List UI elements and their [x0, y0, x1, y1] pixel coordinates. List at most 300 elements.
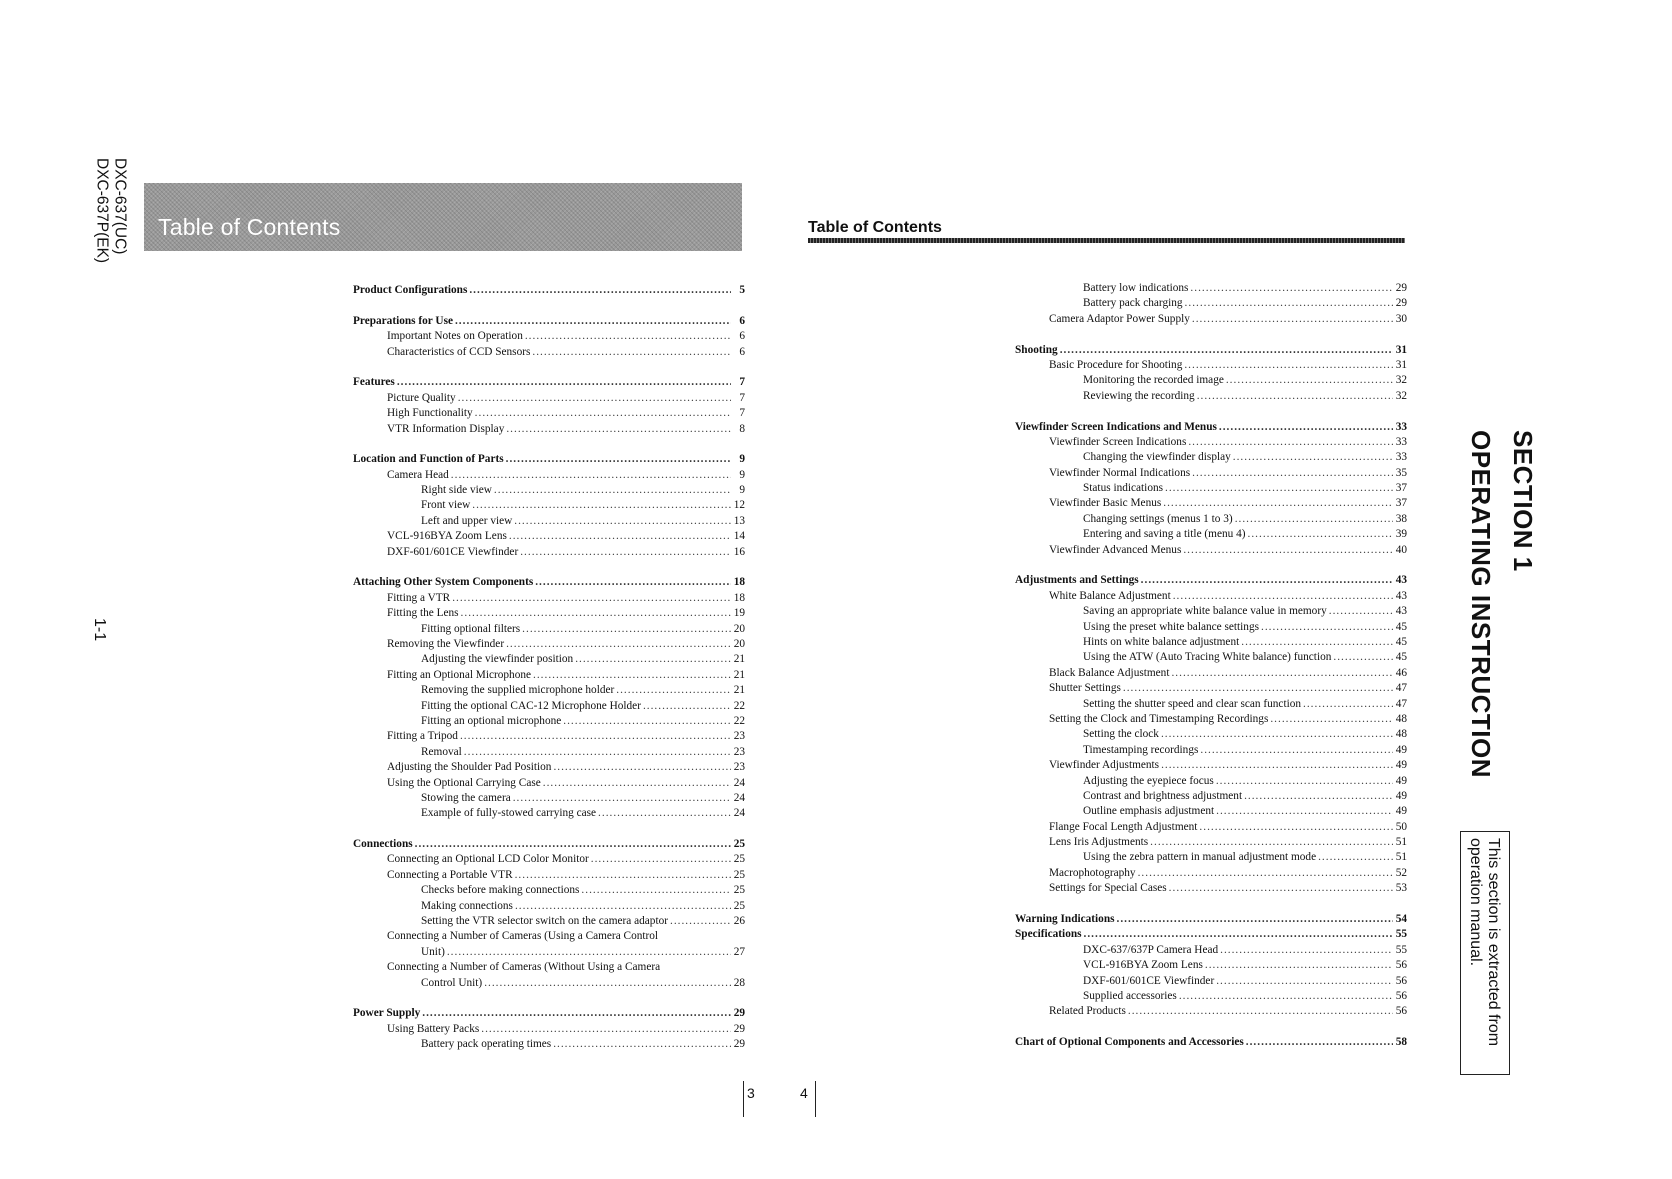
toc-entry-label: Setting the clock: [1083, 728, 1159, 741]
toc-entry[interactable]: [1015, 974, 1407, 989]
toc-leader-dots: [1216, 774, 1393, 789]
toc-entry[interactable]: [353, 729, 745, 744]
toc-entry-label: Example of fully-stowed carrying case: [421, 807, 597, 820]
toc-entry[interactable]: [353, 314, 745, 329]
toc-leader-dots: [1233, 450, 1393, 465]
toc-entry-label: Stowing the camera: [421, 791, 511, 804]
toc-entry[interactable]: [353, 622, 745, 637]
toc-entry[interactable]: [353, 699, 745, 714]
page-number-left: 3: [747, 1085, 755, 1101]
toc-entry-page: 26: [733, 915, 745, 928]
toc-entry[interactable]: [1015, 820, 1407, 835]
toc-entry-label: Chart of Optional Components and Accessories: [1015, 1036, 1244, 1049]
toc-entry[interactable]: [1015, 435, 1407, 450]
toc-entry-page: 43: [1395, 574, 1407, 587]
toc-entry[interactable]: [353, 591, 745, 606]
toc-entry[interactable]: [1015, 666, 1407, 681]
toc-entry[interactable]: [353, 714, 745, 729]
toc-entry-label: Fitting the Lens: [387, 607, 459, 620]
title-rule: [808, 238, 1405, 243]
toc-leader-dots: [447, 945, 731, 960]
toc-entry-label: Adjusting the viewfinder position: [421, 653, 574, 666]
toc-entry-label: Basic Procedure for Shooting: [1049, 358, 1183, 371]
model-name-uc: DXC-637(UC): [111, 158, 129, 255]
toc-leader-dots: [464, 745, 731, 760]
toc-entry[interactable]: [1015, 312, 1407, 327]
toc-entry[interactable]: [353, 498, 745, 513]
toc-leader-dots: [1192, 312, 1393, 327]
toc-entry-page: 51: [1395, 836, 1407, 849]
toc-entry-page: 56: [1395, 989, 1407, 1002]
toc-entry-label: Viewfinder Adjustments: [1049, 759, 1160, 772]
toc-entry[interactable]: [353, 345, 745, 360]
toc-entry-page: 25: [733, 884, 745, 897]
toc-entry-label: Setting the VTR selector switch on the camera adaptor: [421, 915, 668, 928]
toc-entry-page: 24: [733, 807, 745, 820]
extract-note: [1460, 831, 1510, 1075]
toc-leader-dots: [514, 514, 731, 529]
toc-entry-page: 37: [1395, 497, 1407, 510]
toc-entry-label: Attaching Other System Components: [353, 576, 534, 589]
toc-entry-page: 21: [733, 684, 745, 697]
toc-list-right: [1015, 281, 1407, 1051]
toc-leader-dots: [1235, 512, 1393, 527]
toc-leader-dots: [1248, 527, 1393, 542]
section-subheading: OPERATING INSTRUCTION: [1466, 430, 1496, 779]
toc-leader-dots: [1219, 420, 1393, 435]
toc-entry-label: Setting the shutter speed and clear scan function: [1083, 697, 1302, 710]
toc-entry-page: 13: [733, 514, 745, 527]
toc-entry[interactable]: [353, 668, 745, 683]
toc-entry[interactable]: [353, 899, 745, 914]
toc-entry[interactable]: [1015, 712, 1407, 727]
toc-entry-page: 27: [733, 945, 745, 958]
banner-title: Table of Contents: [158, 214, 341, 240]
toc-entry[interactable]: [1015, 697, 1407, 712]
toc-entry[interactable]: [353, 468, 745, 483]
toc-leader-dots: [1216, 804, 1393, 819]
toc-entry-label: Specifications: [1015, 928, 1082, 941]
toc-entry-page: 55: [1395, 928, 1407, 941]
extract-note-line2: operation manual.: [1467, 838, 1484, 967]
toc-leader-dots: [1084, 927, 1393, 942]
toc-entry-label: Camera Adaptor Power Supply: [1049, 312, 1190, 325]
toc-entry-page: 54: [1395, 913, 1407, 926]
toc-leader-dots: [1270, 712, 1393, 727]
toc-entry-page: 7: [739, 391, 745, 404]
toc-leader-dots: [1163, 496, 1393, 511]
toc-entry-label: Flange Focal Length Adjustment: [1049, 820, 1198, 833]
toc-entry-page: 45: [1395, 651, 1407, 664]
toc-leader-dots: [515, 899, 731, 914]
toc-leader-dots: [1161, 758, 1393, 773]
toc-entry-label: Viewfinder Advanced Menus: [1049, 543, 1182, 556]
toc-entry[interactable]: [1015, 496, 1407, 511]
toc-entry[interactable]: [1015, 881, 1407, 896]
toc-leader-dots: [581, 883, 731, 898]
toc-entry[interactable]: [1015, 789, 1407, 804]
toc-entry-label: Lens Iris Adjustments: [1049, 836, 1149, 849]
toc-entry[interactable]: [353, 1037, 745, 1052]
toc-entry[interactable]: [353, 1022, 745, 1037]
toc-entry-page: 50: [1395, 820, 1407, 833]
toc-entry-label: Entering and saving a title (menu 4): [1083, 528, 1246, 541]
toc-entry-label: DXC-637/637P Camera Head: [1083, 943, 1219, 956]
toc-entry[interactable]: [1015, 681, 1407, 696]
toc-entry-label: Removal: [421, 745, 462, 758]
toc-entry-label: Unit): [421, 945, 445, 958]
toc-entry[interactable]: [353, 868, 745, 883]
toc-entry-page: 51: [1395, 851, 1407, 864]
toc-entry[interactable]: [353, 960, 745, 975]
toc-entry-label: Fitting optional filters: [421, 622, 521, 635]
toc-leader-dots: [460, 729, 731, 744]
toc-entry-label: Making connections: [421, 899, 513, 912]
toc-entry-label: Macrophotography: [1049, 866, 1136, 879]
toc-entry-page: 48: [1395, 728, 1407, 741]
toc-entry[interactable]: [1015, 543, 1407, 558]
toc-entry-label: Adjusting the eyepiece focus: [1083, 774, 1214, 787]
toc-entry-page: 6: [739, 330, 745, 343]
toc-leader-dots: [494, 483, 731, 498]
toc-entry-page: 46: [1395, 666, 1407, 679]
toc-entry-page: 25: [733, 899, 745, 912]
toc-entry-label: Battery low indications: [1083, 282, 1189, 294]
toc-entry-label: Warning Indications: [1015, 913, 1115, 926]
toc-entry-label: Preparations for Use: [353, 314, 453, 327]
toc-leader-dots: [575, 652, 731, 667]
toc-entry-page: 9: [739, 484, 745, 497]
toc-entry-label: Changing the viewfinder display: [1083, 451, 1231, 464]
section-title: [1448, 430, 1558, 810]
toc-list-left: [353, 283, 745, 1053]
toc-entry-page: 48: [1395, 712, 1407, 725]
toc-entry-page: 29: [1395, 297, 1407, 310]
toc-entry[interactable]: [353, 745, 745, 760]
toc-entry-label: DXF-601/601CE Viewfinder: [387, 545, 519, 558]
toc-entry-page: 33: [1395, 451, 1407, 464]
toc-leader-dots: [1199, 820, 1393, 835]
toc-entry[interactable]: [1015, 512, 1407, 527]
toc-leader-dots: [1138, 866, 1393, 881]
toc-entry[interactable]: [353, 652, 745, 667]
toc-entry-page: 47: [1395, 697, 1407, 710]
toc-entry-label: Settings for Special Cases: [1049, 882, 1167, 895]
toc-entry[interactable]: [353, 760, 745, 775]
toc-entry[interactable]: [353, 606, 745, 621]
toc-entry-page: 14: [733, 530, 745, 543]
toc-entry-page: 32: [1395, 389, 1407, 402]
toc-entry-page: 58: [1395, 1036, 1407, 1049]
toc-entry-label: Fitting the optional CAC-12 Microphone Holder: [421, 699, 641, 712]
toc-leader-dots: [506, 637, 731, 652]
toc-entry[interactable]: [1015, 989, 1407, 1004]
toc-leader-dots: [506, 422, 731, 437]
page-number-right: 4: [800, 1085, 808, 1101]
toc-banner: [144, 183, 742, 251]
toc-leader-dots: [513, 791, 731, 806]
toc-entry-label: Status indications: [1083, 482, 1164, 495]
toc-entry[interactable]: [353, 283, 745, 298]
model-label: [82, 158, 142, 288]
toc-entry[interactable]: [1015, 943, 1407, 958]
toc-leader-dots: [1216, 974, 1393, 989]
toc-entry[interactable]: [1015, 481, 1407, 496]
toc-entry[interactable]: [353, 914, 745, 929]
toc-leader-dots: [481, 1022, 731, 1037]
toc-entry-page: 32: [1395, 374, 1407, 387]
toc-leader-dots: [458, 391, 731, 406]
toc-entry-page: 25: [733, 868, 745, 881]
toc-entry[interactable]: [1015, 650, 1407, 665]
toc-entry-label: Setting the Clock and Timestamping Recordings: [1049, 712, 1269, 725]
toc-entry[interactable]: [1015, 343, 1407, 358]
toc-entry-label: Supplied accessories: [1083, 989, 1177, 1002]
toc-entry[interactable]: [353, 945, 745, 960]
toc-entry[interactable]: [1015, 635, 1407, 650]
toc-leader-dots: [1123, 681, 1393, 696]
toc-entry[interactable]: [1015, 912, 1407, 927]
toc-leader-dots: [543, 776, 731, 791]
toc-entry[interactable]: [353, 452, 745, 467]
toc-entry[interactable]: [353, 637, 745, 652]
toc-entry-page: 33: [1395, 435, 1407, 448]
toc-entry-page: 31: [1395, 358, 1407, 371]
toc-entry-label: Location and Function of Parts: [353, 453, 504, 466]
toc-entry-page: 49: [1395, 789, 1407, 802]
toc-entry-page: 20: [733, 622, 745, 635]
toc-entry[interactable]: [1015, 1004, 1407, 1019]
toc-entry[interactable]: [353, 776, 745, 791]
toc-entry[interactable]: [353, 391, 745, 406]
toc-entry-page: 8: [739, 422, 745, 435]
toc-leader-dots: [415, 837, 731, 852]
toc-entry[interactable]: [1015, 373, 1407, 388]
toc-entry-page: 29: [733, 1038, 745, 1051]
toc-leader-dots: [1200, 743, 1393, 758]
toc-entry[interactable]: [1015, 774, 1407, 789]
toc-leader-dots: [484, 976, 731, 991]
toc-entry[interactable]: [1015, 850, 1407, 865]
toc-entry[interactable]: [353, 514, 745, 529]
toc-entry-label: Shutter Settings: [1049, 682, 1121, 695]
toc-entry-label: Fitting an optional microphone: [421, 714, 562, 727]
toc-entry[interactable]: [1015, 527, 1407, 542]
toc-entry-page: 29: [733, 1022, 745, 1035]
toc-entry[interactable]: [1015, 420, 1407, 435]
toc-leader-dots: [1329, 604, 1393, 619]
toc-entry-label: Characteristics of CCD Sensors: [387, 345, 531, 358]
toc-entry-page: 28: [733, 976, 745, 989]
toc-leader-dots: [1205, 958, 1393, 973]
toc-entry-label: Connecting a Number of Cameras (Without Using a Camera: [387, 961, 661, 974]
toc-leader-dots: [1169, 881, 1393, 896]
toc-entry-label: Connecting a Number of Cameras (Using a Camera Control: [387, 930, 659, 943]
toc-leader-dots: [1117, 912, 1393, 927]
toc-entry[interactable]: [1015, 620, 1407, 635]
toc-leader-dots: [1190, 281, 1393, 296]
toc-entry-label: Right side view: [421, 484, 492, 497]
toc-leader-dots: [422, 1006, 731, 1021]
toc-entry-label: Connecting a Portable VTR: [387, 868, 513, 881]
toc-entry[interactable]: [353, 806, 745, 821]
toc-entry-label: Using Battery Packs: [387, 1022, 480, 1035]
toc-entry-page: 7: [739, 407, 745, 420]
toc-entry-page: 49: [1395, 759, 1407, 772]
side-page-number: 1-1: [91, 618, 108, 642]
toc-leader-dots: [472, 498, 731, 513]
toc-entry[interactable]: [353, 575, 745, 590]
toc-entry[interactable]: [1015, 758, 1407, 773]
page-divider-right: [815, 1081, 816, 1117]
toc-entry-page: 53: [1395, 882, 1407, 895]
toc-entry[interactable]: [353, 406, 745, 421]
toc-entry-page: 12: [733, 499, 745, 512]
toc-entry-label: DXF-601/601CE Viewfinder: [1083, 974, 1215, 987]
toc-entry[interactable]: [1015, 466, 1407, 481]
toc-leader-dots: [553, 1037, 731, 1052]
toc-entry-label: Contrast and brightness adjustment: [1083, 789, 1243, 802]
toc-entry-label: VCL-916BYA Zoom Lens: [387, 530, 507, 543]
toc-leader-dots: [1185, 296, 1393, 311]
toc-leader-dots: [1150, 835, 1393, 850]
toc-leader-dots: [1165, 481, 1393, 496]
toc-entry[interactable]: [353, 837, 745, 852]
toc-entry[interactable]: [1015, 1035, 1407, 1050]
toc-leader-dots: [1161, 727, 1393, 742]
toc-entry-page: 43: [1395, 589, 1407, 602]
toc-leader-dots: [535, 575, 731, 590]
toc-entry-label: Fitting a Tripod: [387, 730, 458, 743]
toc-entry-page: 23: [733, 730, 745, 743]
toc-entry[interactable]: [1015, 604, 1407, 619]
toc-entry-page: 21: [733, 653, 745, 666]
toc-entry-label: VCL-916BYA Zoom Lens: [1083, 959, 1203, 972]
toc-leader-dots: [1128, 1004, 1393, 1019]
toc-entry-page: 19: [733, 607, 745, 620]
toc-entry[interactable]: [353, 483, 745, 498]
toc-leader-dots: [397, 375, 731, 390]
toc-entry-label: Battery pack operating times: [421, 1038, 552, 1051]
toc-entry-label: Viewfinder Basic Menus: [1049, 497, 1162, 510]
toc-entry[interactable]: [353, 852, 745, 867]
toc-leader-dots: [1184, 358, 1393, 373]
toc-entry-page: 47: [1395, 682, 1407, 695]
toc-entry-label: Outline emphasis adjustment: [1083, 805, 1215, 818]
toc-entry-page: 56: [1395, 1005, 1407, 1018]
toc-entry-page: 49: [1395, 805, 1407, 818]
toc-leader-dots: [525, 329, 731, 344]
toc-entry-label: Shooting: [1015, 343, 1058, 356]
toc-entry-label: Power Supply: [353, 1007, 421, 1020]
extract-note-line1: This section is extracted from: [1485, 838, 1502, 1047]
toc-entry-page: 33: [1395, 420, 1407, 433]
toc-entry-label: Using the preset white balance settings: [1083, 620, 1259, 633]
toc-entry-label: Left and upper view: [421, 514, 513, 527]
toc-leader-dots: [461, 606, 731, 621]
toc-entry[interactable]: [1015, 573, 1407, 588]
toc-leader-dots: [1226, 373, 1393, 388]
toc-entry-page: 25: [733, 853, 745, 866]
toc-entry[interactable]: [353, 791, 745, 806]
toc-entry-label: Black Balance Adjustment: [1049, 666, 1170, 679]
toc-leader-dots: [469, 283, 731, 298]
toc-entry-page: 55: [1395, 943, 1407, 956]
toc-entry[interactable]: [1015, 927, 1407, 942]
toc-entry[interactable]: [1015, 589, 1407, 604]
toc-entry[interactable]: [1015, 743, 1407, 758]
toc-entry[interactable]: [1015, 450, 1407, 465]
toc-entry-page: 35: [1395, 466, 1407, 479]
toc-entry-label: Connections: [353, 838, 413, 851]
toc-entry-label: Connecting an Optional LCD Color Monitor: [387, 853, 589, 866]
toc-entry[interactable]: [353, 329, 745, 344]
toc-leader-dots: [643, 699, 731, 714]
toc-entry-page: 21: [733, 668, 745, 681]
toc-entry[interactable]: [353, 683, 745, 698]
toc-entry-page: 29: [733, 1007, 745, 1020]
toc-entry-label: Important Notes on Operation: [387, 330, 523, 343]
toc-entry-label: Removing the supplied microphone holder: [421, 684, 615, 697]
toc-entry-label: Monitoring the recorded image: [1083, 374, 1224, 387]
toc-leader-dots: [1192, 466, 1393, 481]
toc-entry[interactable]: [1015, 296, 1407, 311]
toc-entry[interactable]: [1015, 358, 1407, 373]
toc-entry-label: Viewfinder Screen Indications: [1049, 435, 1187, 448]
toc-leader-dots: [532, 345, 731, 360]
toc-leader-dots: [1171, 666, 1393, 681]
toc-leader-dots: [522, 622, 731, 637]
toc-entry-label: VTR Information Display: [387, 422, 505, 435]
toc-entry[interactable]: [353, 976, 745, 991]
toc-entry[interactable]: [353, 375, 745, 390]
toc-entry-label: Using the zebra pattern in manual adjustment mode: [1083, 851, 1317, 864]
toc-entry[interactable]: [1015, 389, 1407, 404]
toc-leader-dots: [506, 452, 731, 467]
toc-leader-dots: [591, 852, 731, 867]
toc-entry-page: 49: [1395, 743, 1407, 756]
toc-entry-label: Front view: [421, 499, 471, 512]
toc-entry-page: 24: [733, 791, 745, 804]
toc-entry[interactable]: [353, 883, 745, 898]
toc-entry[interactable]: [1015, 804, 1407, 819]
toc-entry-page: 24: [733, 776, 745, 789]
toc-leader-dots: [1244, 789, 1393, 804]
toc-entry-page: 56: [1395, 959, 1407, 972]
toc-entry[interactable]: [1015, 835, 1407, 850]
toc-entry[interactable]: [353, 1006, 745, 1021]
toc-leader-dots: [475, 406, 731, 421]
toc-leader-dots: [1197, 389, 1393, 404]
toc-entry-page: 6: [739, 345, 745, 358]
toc-entry-page: 16: [733, 545, 745, 558]
toc-entry[interactable]: [1015, 727, 1407, 742]
toc-entry-label: Hints on white balance adjustment: [1083, 635, 1240, 648]
toc-entry[interactable]: [1015, 866, 1407, 881]
toc-entry[interactable]: [1015, 281, 1407, 296]
toc-leader-dots: [1246, 1035, 1393, 1050]
toc-entry-page: 39: [1395, 528, 1407, 541]
toc-entry[interactable]: [353, 422, 745, 437]
toc-entry[interactable]: [353, 545, 745, 560]
page-divider-left: [743, 1081, 744, 1117]
toc-entry[interactable]: [353, 529, 745, 544]
section-heading: SECTION 1: [1508, 430, 1538, 572]
toc-entry[interactable]: [353, 929, 745, 944]
toc-leader-dots: [515, 868, 731, 883]
toc-entry-label: Product Configurations: [353, 284, 468, 296]
toc-entry[interactable]: [1015, 958, 1407, 973]
